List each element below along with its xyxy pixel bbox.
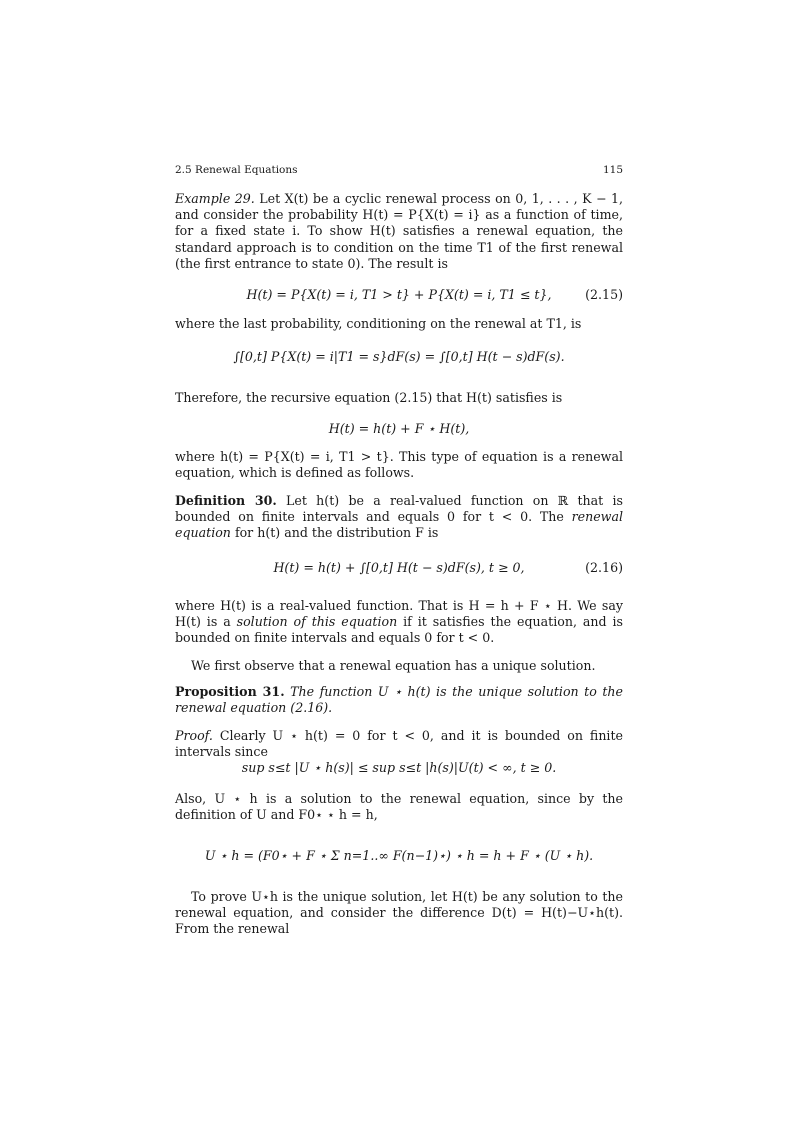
proposition-31	[175, 684, 623, 716]
equation-conditioning	[175, 349, 623, 371]
proof-text: Clearly U ⋆ h(t) = 0 for t < 0, and it is bounded on finite intervals since	[175, 728, 623, 760]
equation-2-15-body: H(t) = P{X(t) = i, T1 > t} + P{X(t) = i, T1 ≤ t},	[246, 287, 552, 302]
paragraph-text-end: if it satisfies the equation, and is bounded on finite intervals and equals 0 for t < 0.	[175, 614, 623, 646]
paragraph-prove	[175, 889, 623, 938]
definition-label: Definition 30.	[175, 493, 277, 508]
paragraph-text: We first observe that a renewal equation has a unique solution.	[191, 658, 596, 673]
example-label: Example 29.	[175, 191, 255, 206]
paragraph-text: where the last probability, conditioning on the renewal at T1, is	[175, 316, 582, 331]
book-page	[175, 0, 623, 1133]
equation-recursive	[175, 421, 623, 439]
equation-sup-bound	[175, 760, 623, 784]
solution-term: solution of this equation	[236, 614, 398, 630]
equation-u-star-h-body: U ⋆ h = (F0⋆ + F ⋆ Σ n=1..∞ F(n−1)⋆) ⋆ h = h + F ⋆ (U ⋆ h).	[204, 848, 594, 863]
paragraph-text: To prove U⋆h is the unique solution, let H(t) be any solution to the renewal equation, and consider the difference D(t) = H(t)−U⋆h(t). From the renewal	[175, 889, 623, 937]
example-text: Let X(t) be a cyclic renewal process on 0, 1, . . . , K − 1, and consider the probability H(t) = P{X(t) = i} as a function of time, for a fixed state i. To show H(t) satisfies a renewal equation, the standard approach is to condition on the time T1 of the first renewal (the first entrance to state 0). The result is	[175, 191, 623, 271]
definition-term: renewal equation	[175, 509, 623, 541]
equation-recursive-body: H(t) = h(t) + F ⋆ H(t),	[328, 421, 470, 436]
paragraph-text: Therefore, the recursive equation (2.15) that H(t) satisfies is	[175, 390, 563, 405]
paragraph-text: where H(t) is a real-valued function. That is H = h + F ⋆ H. We say H(t) is a	[175, 598, 623, 630]
paragraph-last-probability	[175, 316, 623, 332]
equation-u-star-h	[175, 848, 623, 874]
equation-sup-body: sup s≤t |U ⋆ h(s)| ≤ sup s≤t |h(s)|U(t) < ∞, t ≥ 0.	[241, 760, 557, 775]
example-29	[175, 191, 623, 272]
paragraph-where-h	[175, 449, 623, 481]
paragraph-therefore	[175, 390, 623, 406]
paragraph-also	[175, 791, 623, 823]
proof	[175, 728, 623, 760]
equation-number: (2.16)	[585, 560, 623, 575]
running-header	[175, 164, 623, 180]
page-number: 115	[602, 164, 623, 176]
paragraph-unique	[175, 658, 623, 674]
definition-text-end: for h(t) and the distribution F is	[234, 525, 439, 541]
equation-2-16	[175, 560, 623, 582]
proof-label: Proof.	[175, 728, 213, 743]
definition-text: Let h(t) be a real-valued function on ℝ that is bounded on finite intervals and equals 0 for t < 0. The	[175, 493, 623, 525]
definition-30	[175, 493, 623, 542]
paragraph-solution	[175, 598, 623, 647]
section-title: 2.5 Renewal Equations	[175, 164, 298, 176]
equation-conditioning-body: ∫[0,t] P{X(t) = i|T1 = s}dF(s) = ∫[0,t] H(t − s)dF(s).	[233, 349, 565, 364]
paragraph-text: where h(t) = P{X(t) = i, T1 > t}. This type of equation is a renewal equation, which is defined as follows.	[175, 449, 623, 481]
equation-2-15	[175, 287, 623, 305]
equation-2-16-body: H(t) = h(t) + ∫[0,t] H(t − s)dF(s), t ≥ 0,	[273, 560, 525, 575]
proposition-text: The function U ⋆ h(t) is the unique solution to the renewal equation (2.16).	[175, 684, 623, 716]
paragraph-text: Also, U ⋆ h is a solution to the renewal equation, since by the definition of U and F0⋆ ⋆ h = h,	[175, 791, 623, 823]
proposition-label: Proposition 31.	[175, 684, 285, 699]
equation-number: (2.15)	[585, 287, 623, 302]
